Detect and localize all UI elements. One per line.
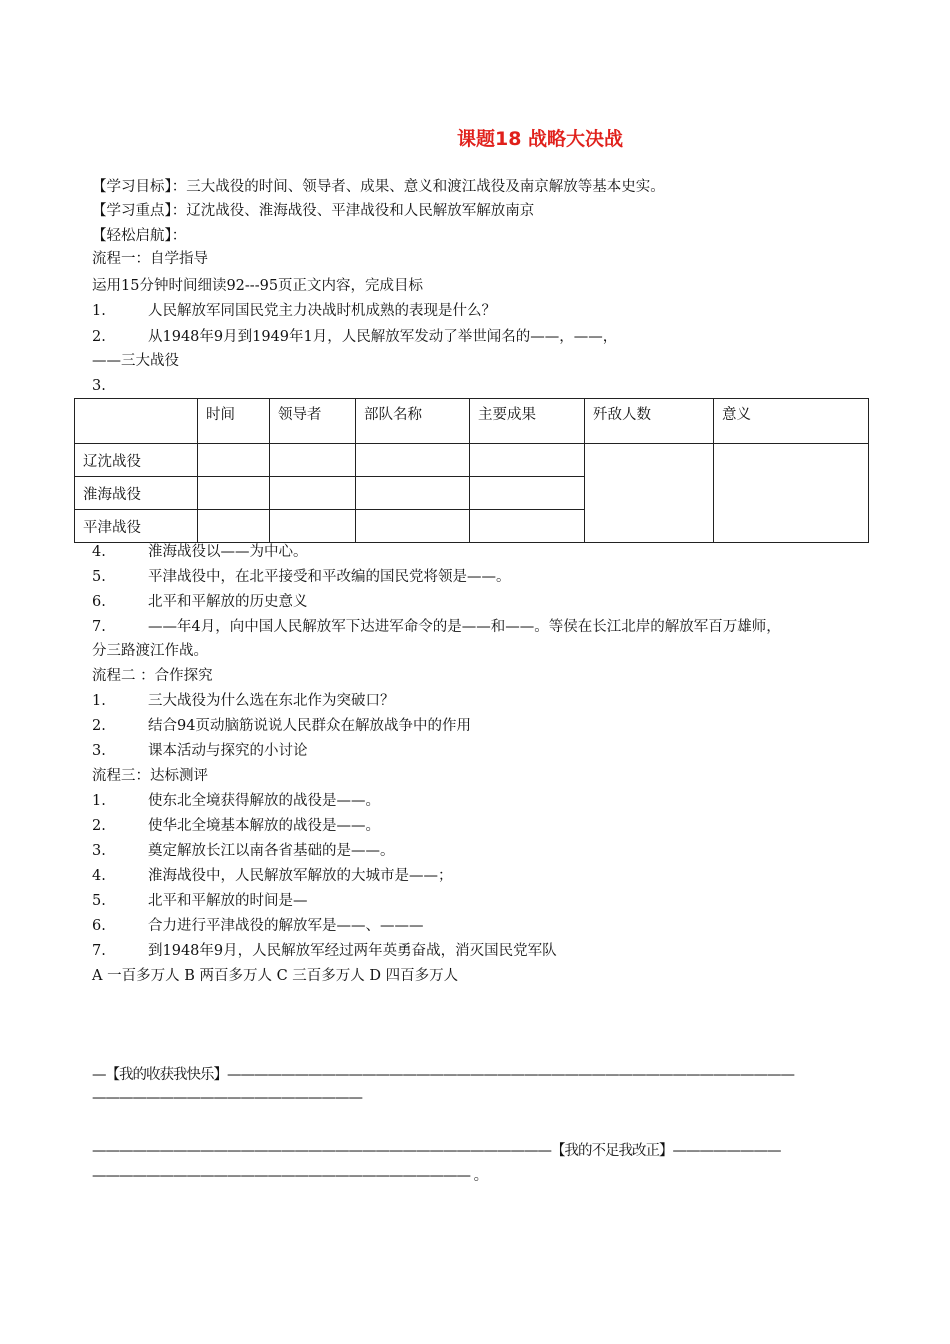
table-row-label: 平津战役 (75, 510, 198, 543)
table-header-row (75, 399, 869, 444)
question-text: ——年4月，向中国人民解放军下达进军命令的是——和——。等侯在长江北岸的解放军百万雄师， (148, 619, 781, 635)
flow3-q3 (92, 841, 395, 861)
question-number: 6. (92, 918, 106, 934)
table-cell (198, 444, 270, 477)
flow1-q7-continued: 分三路渡江作战。 (92, 643, 208, 659)
flow3-heading: 流程三：达标测评 (92, 768, 208, 784)
table-header-cell: 意义 (714, 399, 869, 444)
table-cell (198, 510, 270, 543)
table-row-label: 辽沈战役 (75, 444, 198, 477)
flow1-q4 (92, 542, 308, 562)
flow1-q3: 3. (92, 378, 106, 394)
question-number: 7. (92, 619, 106, 635)
question-text: 奠定解放长江以南各省基础的是——。 (148, 843, 395, 859)
table-cell (356, 510, 470, 543)
flow1-q1 (92, 301, 496, 321)
table-cell (356, 444, 470, 477)
reflection-shortfall-line: ——————————————————————————————————【我的不足我改正】———————— (92, 1143, 781, 1159)
flow3-q6 (92, 916, 424, 936)
question-text: 人民解放军同国民党主力决战时机成熟的表现是什么？ (148, 303, 496, 319)
question-number: 3. (92, 743, 106, 759)
table-header-cell: 时间 (198, 399, 270, 444)
question-text: 课本活动与探究的小讨论 (148, 743, 308, 759)
flow3-options: A 一百多万人 B 两百多万人 C 三百多万人 D 四百多万人 (92, 968, 459, 984)
flow1-q7 (92, 617, 781, 637)
table-header-cell: 歼敌人数 (585, 399, 714, 444)
flow1-q6 (92, 592, 308, 612)
table-cell (356, 477, 470, 510)
question-number: 2. (92, 818, 106, 834)
question-number: 2. (92, 329, 106, 345)
flow1-q2-continued: ——三大战役 (92, 353, 179, 369)
flow1-intro: 运用15分钟时间细读92---95页正文内容，完成目标 (92, 278, 424, 294)
flow2-q1 (92, 691, 395, 711)
battles-table (74, 398, 869, 543)
question-text: 合力进行平津战役的解放军是——、——— (148, 918, 424, 934)
question-number: 2. (92, 718, 106, 734)
table-header-cell: 部队名称 (356, 399, 470, 444)
question-number: 6. (92, 594, 106, 610)
question-number: 7. (92, 943, 106, 959)
question-number: 5. (92, 569, 106, 585)
table-cell (470, 510, 585, 543)
question-text: 从1948年9月到1949年1月，人民解放军发动了举世闻名的——，——， (148, 329, 618, 345)
table-row (75, 444, 869, 477)
flow1-heading: 流程一：自学指导 (92, 251, 208, 267)
table-header-cell: 领导者 (270, 399, 356, 444)
question-text: 三大战役为什么选在东北作为突破口？ (148, 693, 395, 709)
learning-focus: 【学习重点】：辽沈战役、淮海战役、平津战役和人民解放军解放南京 (92, 203, 535, 219)
table-row-label: 淮海战役 (75, 477, 198, 510)
table-header-cell: 主要成果 (470, 399, 585, 444)
flow2-heading: 流程二 ：合作探究 (92, 668, 213, 684)
reflection-gain-line-2: ———————————————————— (92, 1090, 362, 1106)
question-text: 北平和平解放的时间是— (148, 893, 308, 909)
question-text: 北平和平解放的历史意义 (148, 594, 308, 610)
flow2-q3 (92, 741, 308, 761)
table-header-cell (75, 399, 198, 444)
table-cell (270, 477, 356, 510)
question-number: 3. (92, 843, 106, 859)
reflection-gain-line: —【我的收获我快乐】—————————————————————————————————————————— (92, 1067, 794, 1083)
flow3-q5 (92, 891, 308, 911)
flow1-q5 (92, 567, 511, 587)
table-cell (470, 444, 585, 477)
question-number: 1. (92, 793, 106, 809)
question-text: 使华北全境基本解放的战役是——。 (148, 818, 380, 834)
table-cell-merged (714, 444, 869, 543)
flow3-q1 (92, 791, 380, 811)
question-number: 1. (92, 303, 106, 319)
question-number: 4. (92, 544, 106, 560)
flow2-q2 (92, 716, 471, 736)
question-text: 到1948年9月，人民解放军经过两年英勇奋战，消灭国民党军队 (148, 943, 557, 959)
question-text: 平津战役中，在北平接受和平改编的国民党将领是——。 (148, 569, 511, 585)
table-cell (198, 477, 270, 510)
question-number: 5. (92, 893, 106, 909)
learning-goal: 【学习目标】：三大战役的时间、领导者、成果、意义和渡江战役及南京解放等基本史实。 (92, 179, 665, 195)
table-cell-merged (585, 444, 714, 543)
question-text: 结合94页动脑筋说说人民群众在解放战争中的作用 (148, 718, 471, 734)
table-cell (270, 444, 356, 477)
flow1-q2 (92, 327, 617, 347)
table-cell (270, 510, 356, 543)
question-number: 1. (92, 693, 106, 709)
table-cell (470, 477, 585, 510)
question-text: 淮海战役以——为中心。 (148, 544, 308, 560)
flow3-q2 (92, 816, 380, 836)
reflection-shortfall-line-2: ———————————————————————————— 。 (92, 1168, 488, 1184)
flow3-q4 (92, 866, 453, 886)
easy-start: 【轻松启航】： (92, 228, 187, 244)
question-number: 4. (92, 868, 106, 884)
question-text: 使东北全境获得解放的战役是——。 (148, 793, 380, 809)
flow3-q7 (92, 941, 557, 961)
question-text: 淮海战役中，人民解放军解放的大城市是——； (148, 868, 453, 884)
page-title: 课题18 战略大决战 (456, 128, 624, 150)
